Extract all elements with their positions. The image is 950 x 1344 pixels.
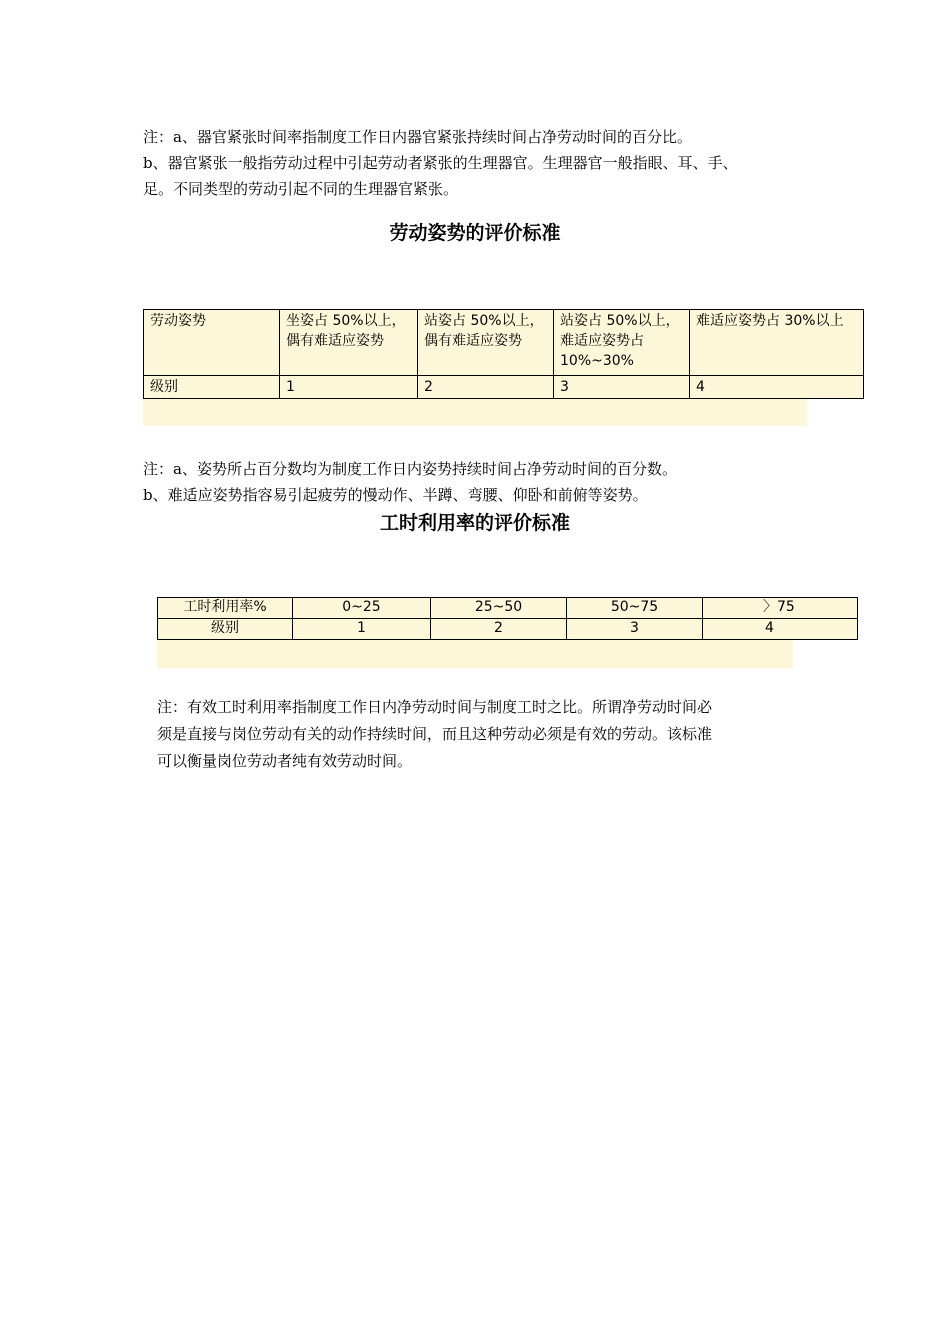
posture-title: 劳动姿势的评价标准 — [389, 222, 561, 244]
table-cell: 难适应姿势占 30%以上 — [690, 310, 864, 376]
note-line: 须是直接与岗位劳动有关的动作持续时间，而且这种劳动必须是有效的劳动。该标准 — [157, 725, 713, 743]
table-cell: 4 — [703, 619, 858, 640]
posture-table — [143, 309, 844, 426]
table-cell: 4 — [690, 376, 864, 399]
table-cell: 站姿占 50%以上，偶有难适应姿势 — [418, 310, 554, 376]
note-line: b、难适应姿势指容易引起疲劳的慢动作、半蹲、弯腰、仰卧和前俯等姿势。 — [143, 486, 648, 504]
worktime-title: 工时利用率的评价标准 — [379, 512, 570, 534]
posture-notes — [143, 456, 823, 508]
table-cell: 1 — [293, 619, 431, 640]
table-header-cell: 级别 — [144, 376, 280, 399]
table-cell: 1 — [280, 376, 418, 399]
table-cell: 坐姿占 50%以上，偶有难适应姿势 — [280, 310, 418, 376]
note-line: 注：a、姿势所占百分数均为制度工作日内姿势持续时间占净劳动时间的百分数。 — [143, 460, 677, 478]
table-cell: 0~25 — [293, 598, 431, 619]
worktime-table — [157, 597, 793, 668]
table-cell: 2 — [418, 376, 554, 399]
table-row — [158, 598, 858, 619]
table-header-cell: 工时利用率% — [158, 598, 293, 619]
table-cell: 50~75 — [567, 598, 703, 619]
table-cell: 2 — [431, 619, 567, 640]
note-line: b、器官紧张一般指劳动过程中引起劳动者紧张的生理器官。生理器官一般指眼、耳、手、 — [143, 154, 738, 172]
table-cell: 〉75 — [703, 598, 858, 619]
table-cell: 3 — [567, 619, 703, 640]
worktime-notes — [157, 694, 817, 775]
table-row — [144, 376, 864, 399]
table-row — [158, 619, 858, 640]
table-cell: 站姿占 50%以上，难适应姿势占 10%~30% — [554, 310, 690, 376]
note-line: 可以衡量岗位劳动者纯有效劳动时间。 — [157, 752, 413, 770]
note-line: 注：a、器官紧张时间率指制度工作日内器官紧张持续时间占净劳动时间的百分比。 — [143, 128, 692, 146]
table-cell: 3 — [554, 376, 690, 399]
table-header-cell: 级别 — [158, 619, 293, 640]
table-row — [144, 310, 864, 376]
table-header-cell: 劳动姿势 — [144, 310, 280, 376]
note-line: 注：有效工时利用率指制度工作日内净劳动时间与制度工时之比。所谓净劳动时间必 — [157, 698, 713, 716]
table-cell: 25~50 — [431, 598, 567, 619]
note-line: 足。不同类型的劳动引起不同的生理器官紧张。 — [143, 180, 459, 198]
organ-tension-notes — [143, 124, 823, 202]
